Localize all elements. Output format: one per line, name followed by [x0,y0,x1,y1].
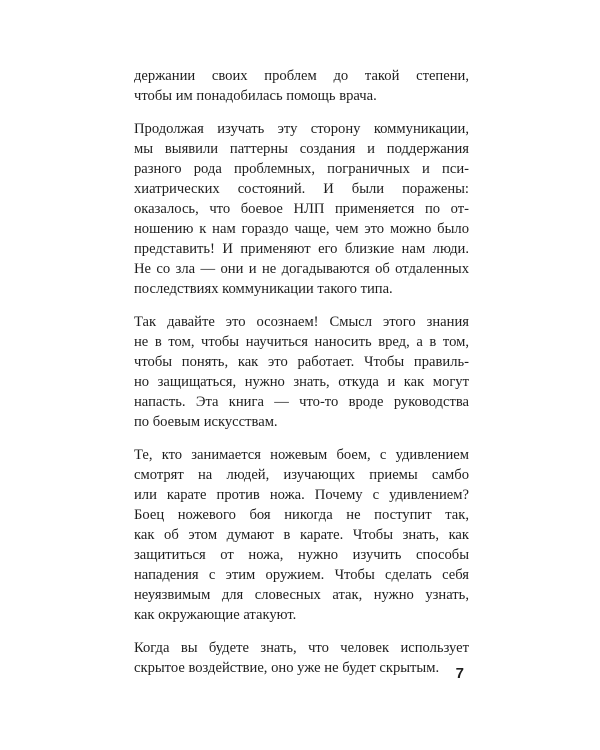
text-line: или карате против ножа. Почему с удивлением? [134,487,469,503]
text-line: защититься от ножа, нужно изучить способы [134,547,469,563]
text-line: чтобы понять, как это работает. Чтобы правиль- [134,354,469,370]
text-line: неуязвимым для словесных атак, нужно узнать, [134,587,469,603]
paragraph-3 [134,312,469,432]
text-line: как об этом думают в карате. Чтобы знать, как [134,527,469,543]
text-line: Боец ножевого боя никогда не поступит так, [134,507,469,523]
text-line: но защищаться, нужно знать, откуда и как могут [134,374,469,390]
paragraph-4 [134,445,469,625]
text-line: ношению к нам гораздо чаще, чем это можно было [134,221,469,237]
text-line: мы выявили паттерны создания и поддержания [134,141,469,157]
text-line: держании своих проблем до такой степени, [134,68,469,84]
text-line: Когда вы будете знать, что человек использует [134,640,469,656]
paragraph-1 [134,66,469,106]
text-line: Не со зла — они и не догадываются об отдаленных [134,261,469,277]
text-line: хиатрических состояний. И были поражены: [134,181,469,197]
body-text [134,66,469,691]
text-line: скрытое воздействие, оно уже не будет скрытым. [134,660,440,676]
paragraph-2 [134,119,469,299]
text-line: чтобы им понадобилась помощь врача. [134,88,377,104]
text-line: смотрят на людей, изучающих приемы самбо [134,467,469,483]
text-line: нападения с этим оружием. Чтобы сделать себя [134,567,469,583]
text-line: Те, кто занимается ножевым боем, с удивлением [134,447,469,463]
text-line: Продолжая изучать эту сторону коммуникации, [134,121,469,137]
text-line: как окружающие атакуют. [134,607,297,623]
text-line: Так давайте это осознаем! Смысл этого знания [134,314,469,330]
text-line: оказалось, что боевое НЛП применяется по от- [134,201,469,217]
text-line: напасть. Эта книга — что-то вроде руководства [134,394,469,410]
text-line: не в том, чтобы научиться наносить вред, а в том, [134,334,469,350]
text-line: разного рода проблемных, пограничных и пси- [134,161,469,177]
page-number: 7 [455,665,464,682]
paragraph-5 [134,638,469,678]
text-line: по боевым искусствам. [134,414,278,430]
text-line: последствиях коммуникации такого типа. [134,281,393,297]
text-line: представить! И применяют его близкие нам люди. [134,241,469,257]
